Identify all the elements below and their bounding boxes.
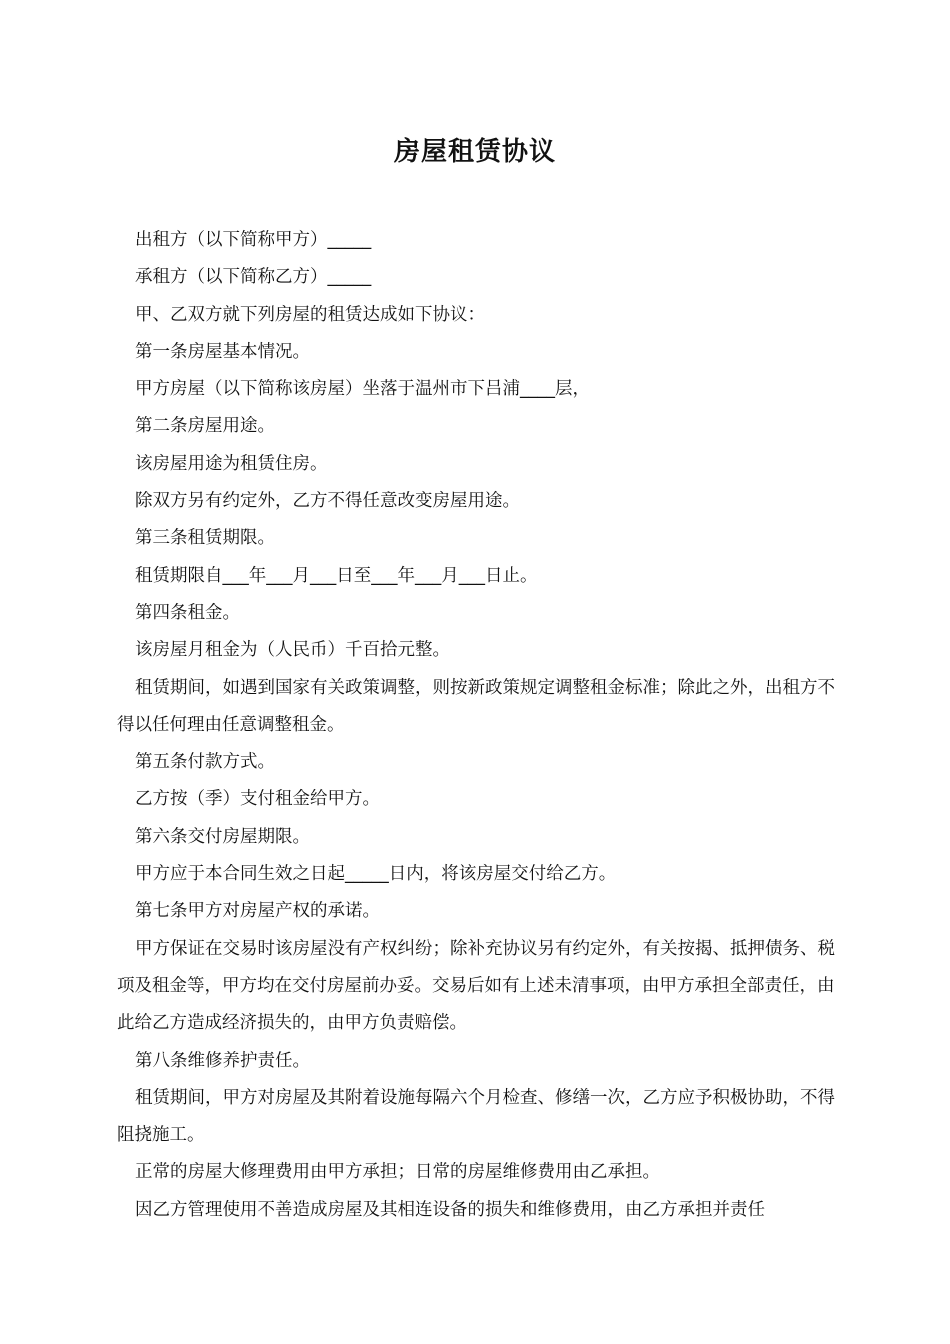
document-title: 房屋租赁协议	[393, 137, 556, 167]
document-body	[117, 222, 837, 1229]
article-7-text: 甲方保证在交易时该房屋没有产权纠纷；除补充协议另有约定外，有关按揭、抵押债务、税项及租金等，甲方均在交付房屋前办妥。交易后如有上述未清事项，由甲方承担全部责任，由此给乙方造成经济损失的，由甲方负责赔偿。	[117, 938, 835, 1034]
article-3-heading: 第三条租赁期限。	[135, 528, 275, 549]
article-7-heading: 第七条甲方对房屋产权的承诺。	[135, 901, 380, 922]
article-5-heading: 第五条付款方式。	[135, 752, 275, 773]
article-8-heading: 第八条维修养护责任。	[135, 1050, 310, 1071]
article-4-text-2: 租赁期间，如遇到国家有关政策调整，则按新政策规定调整租金标准；除此之外，出租方不得以任何理由任意调整租金。	[117, 677, 835, 735]
article-2-text-1: 该房屋用途为租赁住房。	[135, 453, 328, 474]
paragraph-lessee: 承租方（以下简称乙方）_____	[135, 267, 372, 288]
article-4-text-1: 该房屋月租金为（人民币）千百拾元整。	[135, 640, 450, 661]
article-2-heading: 第二条房屋用途。	[135, 416, 275, 437]
article-6-heading: 第六条交付房屋期限。	[135, 826, 310, 847]
article-4-heading: 第四条租金。	[135, 602, 240, 623]
article-1-heading: 第一条房屋基本情况。	[135, 341, 310, 362]
article-8-text-2: 正常的房屋大修理费用由甲方承担；日常的房屋维修费用由乙承担。	[135, 1162, 660, 1183]
article-8-text-1: 租赁期间，甲方对房屋及其附着设施每隔六个月检查、修缮一次，乙方应予积极协助，不得阻挠施工。	[117, 1087, 835, 1146]
article-1-text: 甲方房屋（以下简称该房屋）坐落于温州市下吕浦____层，	[135, 379, 590, 400]
article-3-text: 租赁期限自___年___月___日至___年___月___日止。	[135, 565, 538, 586]
article-6-text: 甲方应于本合同生效之日起_____日内，将该房屋交付给乙方。	[135, 864, 617, 885]
paragraph-preamble: 甲、乙双方就下列房屋的租赁达成如下协议：	[135, 304, 485, 325]
article-5-text: 乙方按（季）支付租金给甲方。	[135, 789, 380, 810]
paragraph-lessor: 出租方（以下简称甲方）_____	[135, 230, 372, 250]
article-8-text-3: 因乙方管理使用不善造成房屋及其相连设备的损失和维修费用，由乙方承担并责任	[135, 1199, 765, 1220]
article-2-text-2: 除双方另有约定外，乙方不得任意改变房屋用途。	[135, 491, 520, 512]
